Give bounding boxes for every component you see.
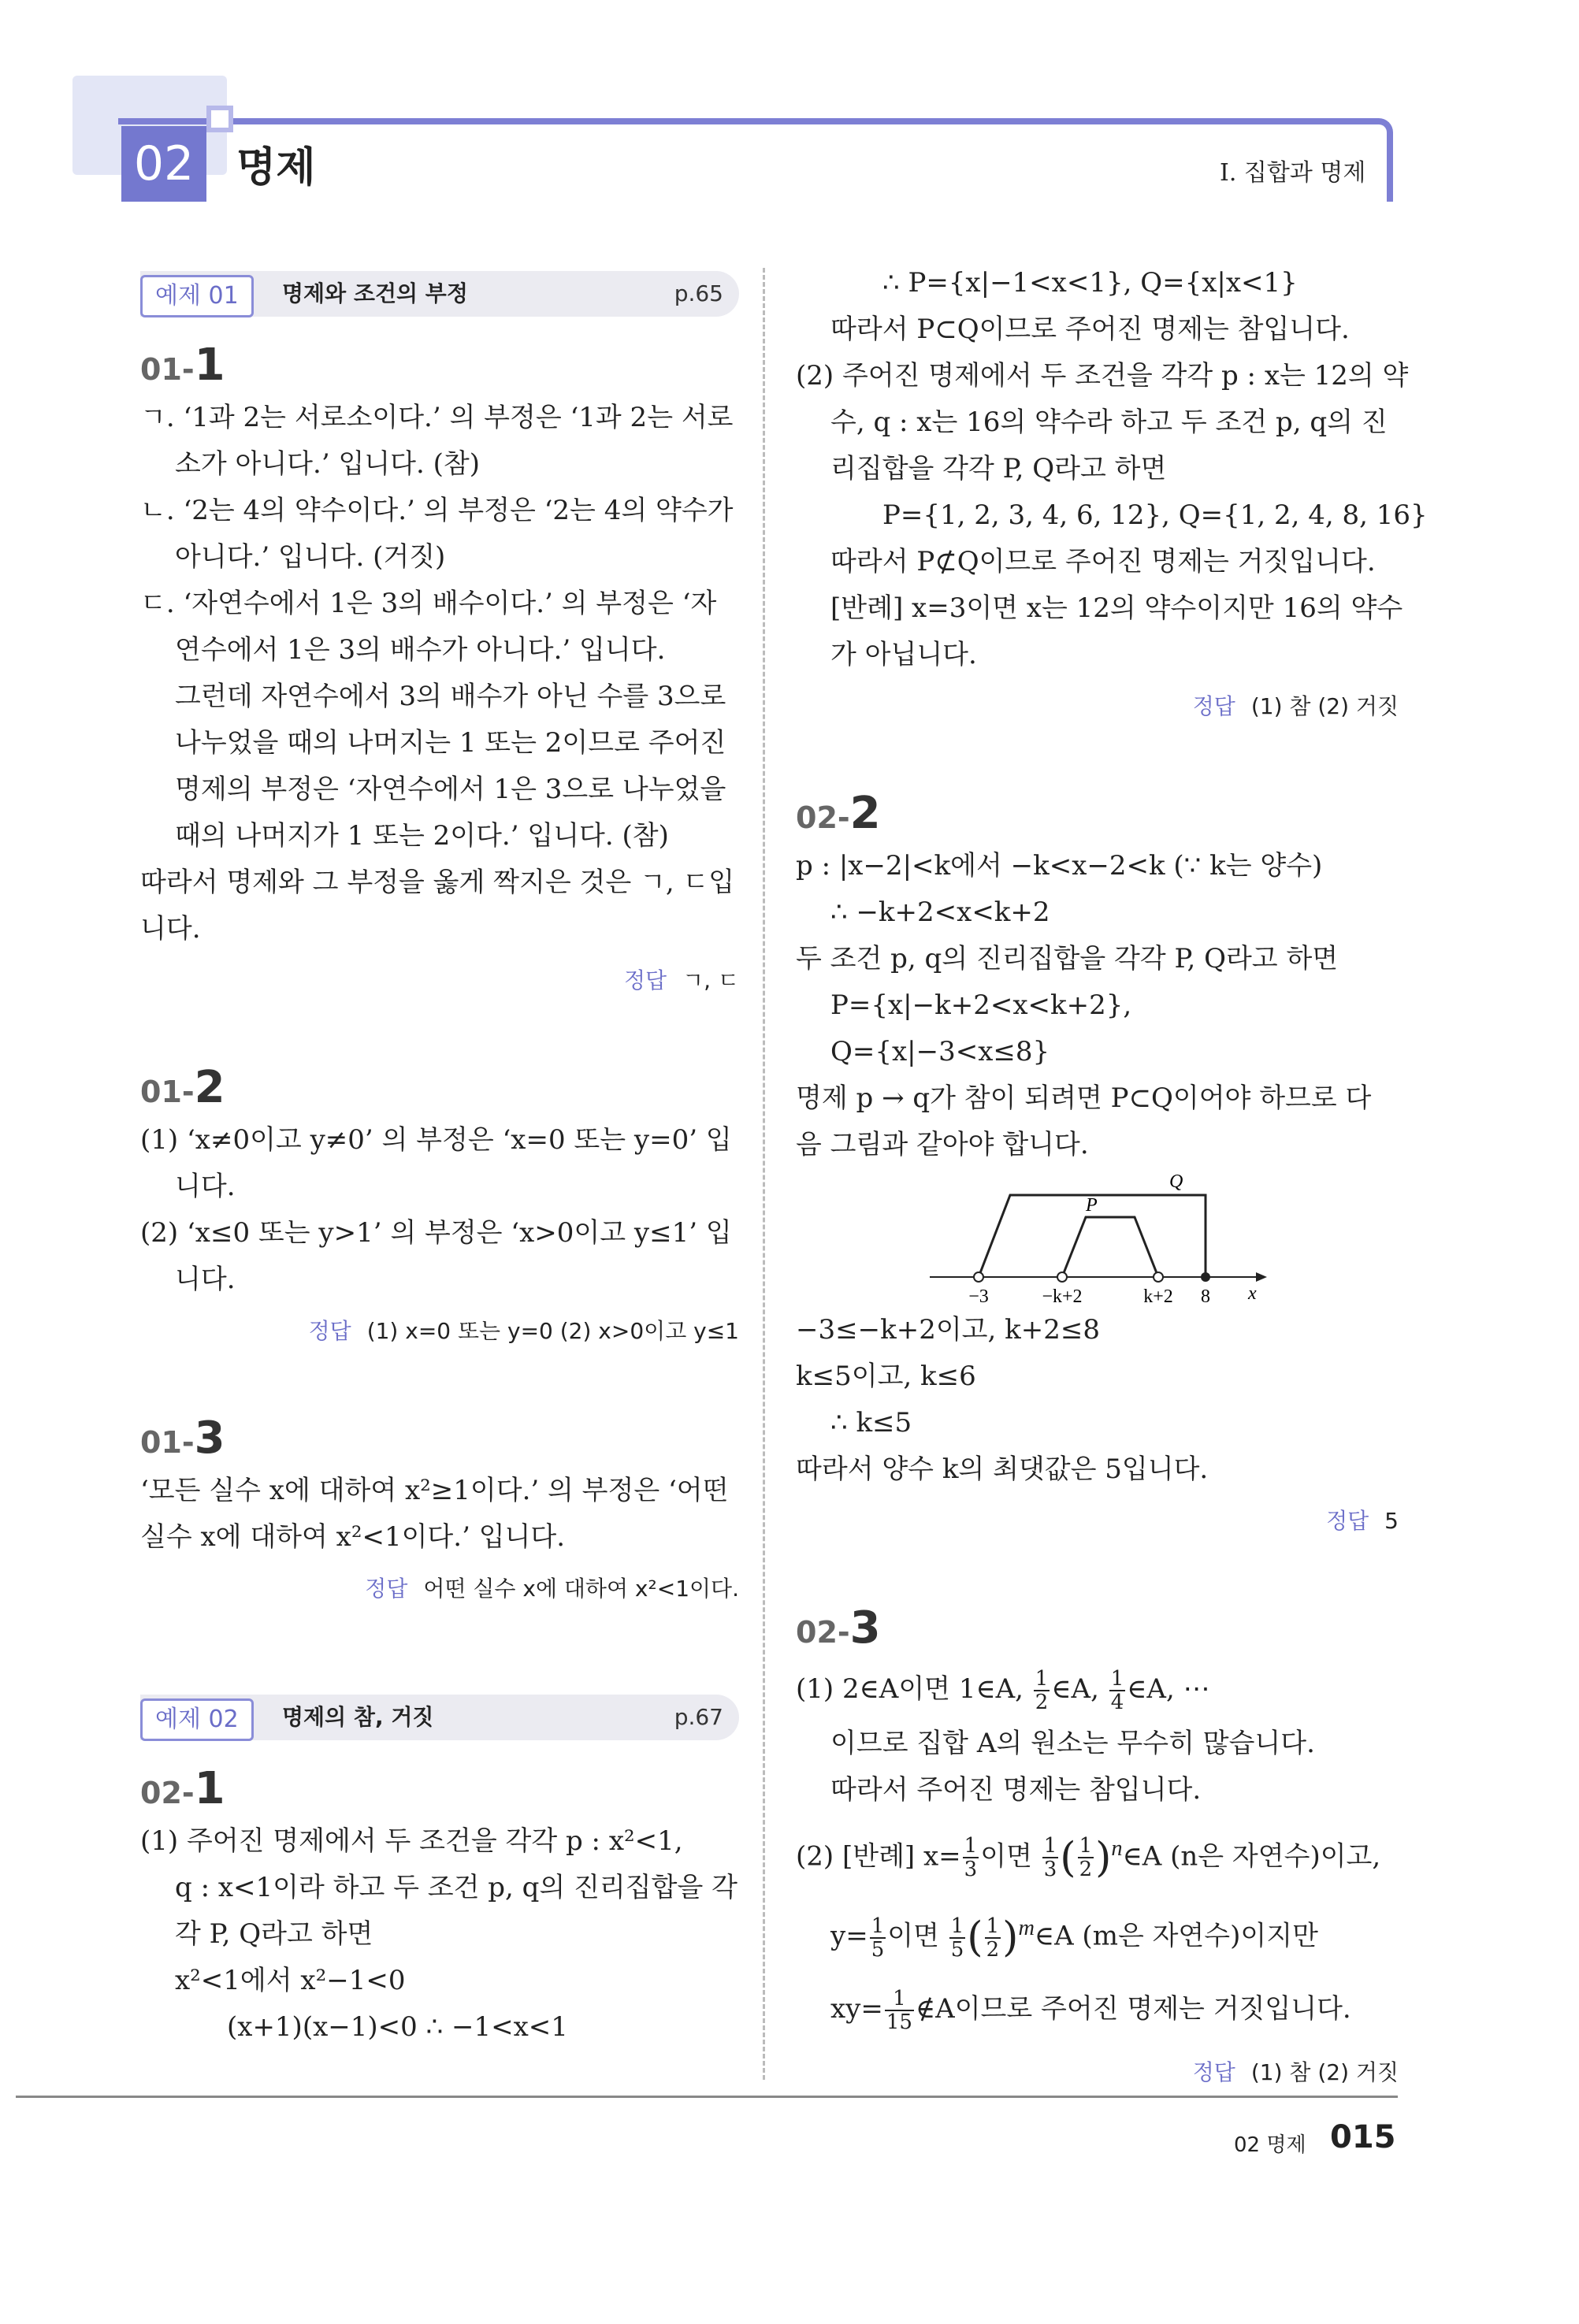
text-line: (1) 주어진 명제에서 두 조건을 각각 p : x²<1, xyxy=(140,1825,683,1857)
text-line: (2) ‘x≤0 또는 y>1’ 의 부정은 ‘x>0이고 y≤1’ 입 xyxy=(140,1217,732,1249)
text-line: p : |x−2|<k에서 −k<x−2<k (∵ k는 양수) xyxy=(796,850,1323,882)
text-line: 니다. xyxy=(175,1171,236,1202)
text-line: ‘모든 실수 x에 대하여 x²≥1이다.’ 의 부정은 ‘어떤 xyxy=(140,1475,729,1506)
text-line: 그런데 자연수에서 3의 배수가 아닌 수를 3으로 xyxy=(175,681,726,712)
text-line: 소가 아니다.’ 입니다. (참) xyxy=(175,448,480,480)
example-page: p.65 xyxy=(674,280,723,306)
text-line: 니다. xyxy=(140,913,201,945)
example-label: 예제 02 xyxy=(140,1698,254,1741)
tick-minus-k-plus2: −k+2 xyxy=(1042,1286,1083,1307)
point-k-plus2 xyxy=(1154,1272,1163,1282)
text-line: 실수 x에 대하여 x²<1이다.’ 입니다. xyxy=(140,1521,566,1553)
text-line: 따라서 주어진 명제는 참입니다. xyxy=(830,1774,1202,1806)
section-label: I. 집합과 명제 xyxy=(1220,159,1366,187)
text-line: 음 그림과 같아야 합니다. xyxy=(796,1129,1089,1160)
text-line: 리집합을 각각 P, Q라고 하면 xyxy=(830,453,1167,484)
tick-minus3: −3 xyxy=(968,1286,989,1307)
text-line: ㄱ. ‘1과 2는 서로소이다.’ 의 부정은 ‘1과 2는 서로 xyxy=(140,402,734,433)
text-line: xy= $\frac{1}{15}$ ∉A이므로 주어진 명제는 거짓입니다. xyxy=(830,1986,1351,2034)
answer: 정답 (1) 참 (2) 거짓 xyxy=(1192,2059,1399,2085)
number-line-diagram xyxy=(796,1168,1399,1307)
text-line: (x+1)(x−1)<0 ∴ −1<x<1 xyxy=(227,2011,568,2043)
example-title: 명제의 참, 거짓 xyxy=(282,1704,434,1730)
text-line: (1) ‘x≠0이고 y≠0’ 의 부정은 ‘x=0 또는 y=0’ 입 xyxy=(140,1124,732,1156)
text-line: (2) 주어진 명제에서 두 조건을 각각 p : x는 12의 약 xyxy=(796,360,1409,392)
text-line: 따라서 P⊂Q이므로 주어진 명제는 참입니다. xyxy=(830,314,1350,345)
text-line: 명제의 부정은 ‘자연수에서 1은 3으로 나누었을 xyxy=(175,774,726,805)
text-line: ∴ k≤5 xyxy=(830,1407,912,1439)
text-line: P={x|−k+2<x<k+2}, xyxy=(830,989,1132,1021)
text-line: 이므로 집합 A의 원소는 무수히 많습니다. xyxy=(830,1728,1315,1759)
problem-number: 01-1 xyxy=(140,340,225,391)
right-column xyxy=(796,260,1428,2096)
text-line: 때의 나머지가 1 또는 2이다.’ 입니다. (참) xyxy=(175,820,669,852)
text-line: [반례] x=3이면 x는 12의 약수이지만 16의 약수 xyxy=(830,592,1403,624)
text-line: 연수에서 1은 3의 배수가 아니다.’ 입니다. xyxy=(175,634,666,666)
tick-k-plus2: k+2 xyxy=(1143,1286,1173,1307)
text-line: 니다. xyxy=(175,1264,236,1295)
axis-label: x xyxy=(1248,1283,1257,1304)
answer: 정답 어떤 실수 x에 대하여 x²<1이다. xyxy=(365,1576,739,1602)
text-line: k≤5이고, k≤6 xyxy=(796,1361,976,1392)
footer-label: 02 명제 xyxy=(1234,2133,1306,2157)
chapter-title: 명제 xyxy=(236,144,316,191)
text-line: (1) 2∈A이면 1∈A, $\frac{1}{2}$ ∈A, $\frac{1}{4}$ ∈A, ⋯ xyxy=(796,1667,1210,1714)
example-bar xyxy=(140,271,739,317)
answer: 정답 5 xyxy=(1326,1508,1399,1534)
text-line: ㄴ. ‘2는 4의 약수이다.’ 의 부정은 ‘2는 4의 약수가 xyxy=(140,495,734,526)
text-line: P={1, 2, 3, 4, 6, 12}, Q={1, 2, 4, 8, 16} xyxy=(882,499,1428,531)
axis-arrow xyxy=(1256,1272,1267,1282)
text-line: 따라서 명제와 그 부정을 옳게 짝지은 것은 ㄱ, ㄷ입 xyxy=(140,867,735,898)
text-line: y= $\frac{1}{5}$ 이면 $\frac{1}{5}$ ( $\frac{1}{2}$ )$^m$∈A (m은 자연수)이지만 xyxy=(830,1914,1318,1962)
problem-number: 02-1 xyxy=(140,1763,225,1814)
set-P-path xyxy=(1062,1217,1158,1277)
text-line: 가 아닙니다. xyxy=(830,639,977,670)
example-bar xyxy=(140,1695,739,1740)
text-line: ㄷ. ‘자연수에서 1은 3의 배수이다.’ 의 부정은 ‘자 xyxy=(140,588,717,619)
text-line: q : x<1이라 하고 두 조건 p, q의 진리집합을 각 xyxy=(175,1872,737,1903)
example-label: 예제 01 xyxy=(140,275,254,317)
chapter-number: 02 xyxy=(121,126,206,202)
text-line: 두 조건 p, q의 진리집합을 각각 P, Q라고 하면 xyxy=(796,943,1339,975)
point-minus3 xyxy=(974,1272,983,1282)
point-minus-k-plus2 xyxy=(1057,1272,1067,1282)
problem-number: 01-3 xyxy=(140,1413,225,1464)
problem-number: 02-3 xyxy=(796,1602,881,1654)
text-line: (2) [반례] x= $\frac{1}{3}$ 이면 $\frac{1}{3}$ ( $\frac{1}{2}$ )$^n$∈A (n은 자연수)이고, xyxy=(796,1834,1381,1882)
column-divider xyxy=(763,268,765,2080)
answer: 정답 (1) x=0 또는 y=0 (2) x>0이고 y≤1 xyxy=(308,1318,739,1344)
label-P: P xyxy=(1086,1195,1098,1216)
text-line: Q={x|−3<x≤8} xyxy=(830,1036,1050,1067)
text-line: 나누었을 때의 나머지는 1 또는 2이므로 주어진 xyxy=(175,727,726,759)
left-column xyxy=(140,260,739,2051)
example-title: 명제와 조건의 부정 xyxy=(282,280,468,306)
text-line: 따라서 양수 k의 최댓값은 5입니다. xyxy=(796,1453,1209,1485)
point-8 xyxy=(1201,1272,1210,1282)
text-line: ∴ −k+2<x<k+2 xyxy=(830,897,1050,928)
label-Q: Q xyxy=(1169,1171,1183,1192)
text-line: 수, q : x는 16의 약수라 하고 두 조건 p, q의 진 xyxy=(830,407,1388,438)
problem-number: 01-2 xyxy=(140,1062,225,1113)
footer-rule xyxy=(16,2096,1398,2098)
text-line: −3≤−k+2이고, k+2≤8 xyxy=(796,1314,1100,1346)
example-page: p.67 xyxy=(674,1704,723,1730)
text-line: 명제 p → q가 참이 되려면 P⊂Q이어야 하므로 다 xyxy=(796,1082,1372,1114)
problem-number: 02-2 xyxy=(796,788,881,839)
answer: 정답 ㄱ, ㄷ xyxy=(623,967,739,993)
answer: 정답 (1) 참 (2) 거짓 xyxy=(1192,693,1399,719)
header-dot xyxy=(206,106,233,132)
text-line: 각 P, Q라고 하면 xyxy=(175,1918,373,1950)
text-line: x²<1에서 x²−1<0 xyxy=(175,1965,406,1996)
text-line: 따라서 P⊄Q이므로 주어진 명제는 거짓입니다. xyxy=(830,546,1376,577)
text-line: 아니다.’ 입니다. (거짓) xyxy=(175,541,446,573)
page-number: 015 xyxy=(1330,2119,1396,2155)
text-line: ∴ P={x|−1<x<1}, Q={x|x<1} xyxy=(882,267,1298,299)
tick-8: 8 xyxy=(1201,1286,1210,1307)
